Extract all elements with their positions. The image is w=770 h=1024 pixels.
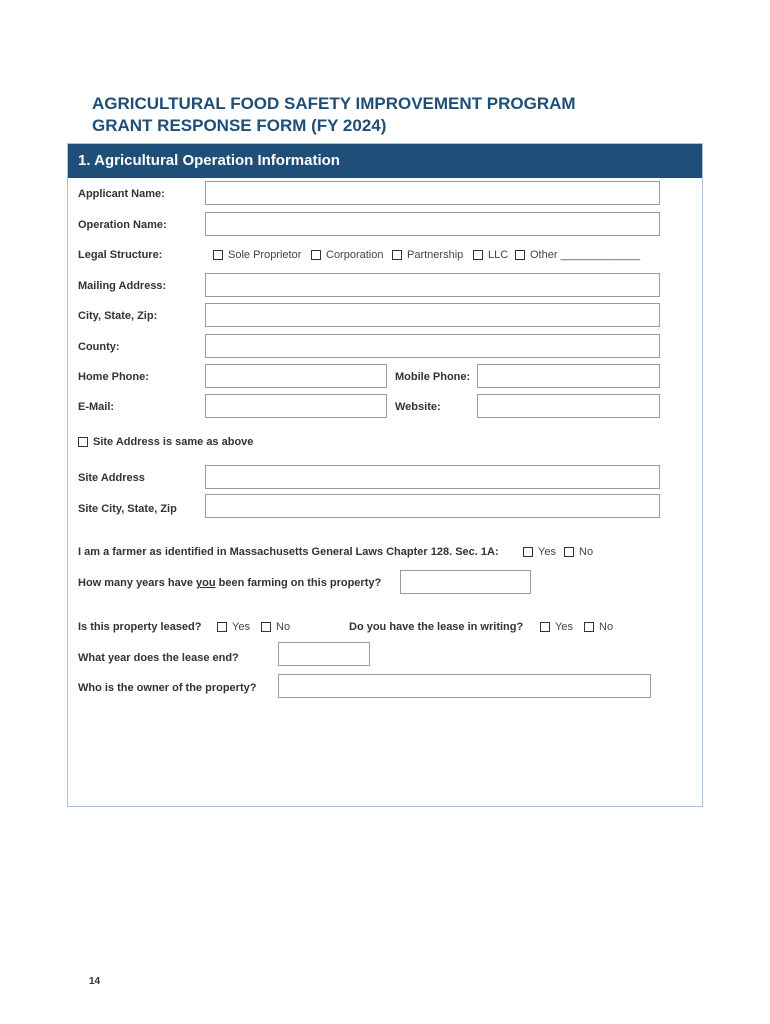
farmer-no-checkbox[interactable] xyxy=(564,547,574,557)
years-farming-label xyxy=(78,576,381,590)
applicant-name-label: Applicant Name: xyxy=(78,188,165,200)
years-farming-label-end: been farming on this property? xyxy=(215,577,382,589)
farmer-yes-checkbox[interactable] xyxy=(523,547,533,557)
legal-structure-label: Legal Structure: xyxy=(78,249,163,261)
leased-yes-option[interactable] xyxy=(217,620,250,634)
llc-label: LLC xyxy=(488,249,509,261)
leased-no-label: No xyxy=(276,621,291,633)
lease-end-field[interactable] xyxy=(278,642,370,666)
leased-no-checkbox[interactable] xyxy=(261,622,271,632)
form-title xyxy=(92,93,576,137)
home-phone-label: Home Phone: xyxy=(78,371,149,383)
farmer-yes-option[interactable] xyxy=(523,545,556,559)
applicant-name-field[interactable] xyxy=(205,181,660,205)
leased-yes-label: Yes xyxy=(232,621,250,633)
lease-writing-yes-option[interactable] xyxy=(540,620,573,634)
sole-proprietor-label: Sole Proprietor xyxy=(228,249,302,261)
email-field[interactable] xyxy=(205,394,387,418)
llc-checkbox[interactable] xyxy=(473,250,483,260)
sole-proprietor-checkbox[interactable] xyxy=(213,250,223,260)
lease-writing-yes-label: Yes xyxy=(555,621,573,633)
site-city-state-zip-label: Site City, State, Zip xyxy=(78,503,177,515)
partnership-checkbox[interactable] xyxy=(392,250,402,260)
site-same-checkbox[interactable] xyxy=(78,437,88,447)
years-farming-label-you: you xyxy=(196,577,216,589)
form-title-line-2: GRANT RESPONSE FORM (FY 2024) xyxy=(92,116,387,135)
website-field[interactable] xyxy=(477,394,660,418)
mobile-phone-field[interactable] xyxy=(477,364,660,388)
farmer-yes-label: Yes xyxy=(538,546,556,558)
home-phone-field[interactable] xyxy=(205,364,387,388)
city-state-zip-label: City, State, Zip: xyxy=(78,310,158,322)
corporation-checkbox[interactable] xyxy=(311,250,321,260)
operation-name-label: Operation Name: xyxy=(78,219,167,231)
website-label: Website: xyxy=(395,401,441,413)
operation-name-field[interactable] xyxy=(205,212,660,236)
years-farming-label-start: How many years have xyxy=(78,577,197,589)
lease-writing-yes-checkbox[interactable] xyxy=(540,622,550,632)
legal-structure-corporation[interactable] xyxy=(311,248,383,262)
site-address-field[interactable] xyxy=(205,465,660,489)
site-same-as-above[interactable] xyxy=(78,435,253,449)
site-same-label: Site Address is same as above xyxy=(93,436,254,448)
lease-writing-no-checkbox[interactable] xyxy=(584,622,594,632)
form-title-line-1: AGRICULTURAL FOOD SAFETY IMPROVEMENT PROGRAM xyxy=(92,94,576,113)
property-owner-field[interactable] xyxy=(278,674,651,698)
farmer-statement-label: I am a farmer as identified in Massachusetts General Laws Chapter 128. Sec. 1A: xyxy=(78,546,499,558)
other-label: Other _____________ xyxy=(530,249,641,261)
county-label: County: xyxy=(78,341,120,353)
lease-writing-no-option[interactable] xyxy=(584,620,613,634)
section-header: 1. Agricultural Operation Information xyxy=(68,144,702,178)
farmer-no-option[interactable] xyxy=(564,545,593,559)
property-owner-label: Who is the owner of the property? xyxy=(78,682,257,694)
legal-structure-sole-proprietor[interactable] xyxy=(213,248,301,262)
mailing-address-label: Mailing Address: xyxy=(78,280,167,292)
corporation-label: Corporation xyxy=(326,249,384,261)
city-state-zip-field[interactable] xyxy=(205,303,660,327)
mobile-phone-label: Mobile Phone: xyxy=(395,371,471,383)
other-checkbox[interactable] xyxy=(515,250,525,260)
lease-in-writing-label: Do you have the lease in writing? xyxy=(349,621,524,633)
legal-structure-other[interactable] xyxy=(515,248,640,262)
lease-end-label: What year does the lease end? xyxy=(78,652,239,664)
farmer-no-label: No xyxy=(579,546,594,558)
legal-structure-partnership[interactable] xyxy=(392,248,463,262)
leased-no-option[interactable] xyxy=(261,620,290,634)
legal-structure-llc[interactable] xyxy=(473,248,508,262)
leased-yes-checkbox[interactable] xyxy=(217,622,227,632)
page-number: 14 xyxy=(89,976,101,987)
email-label: E-Mail: xyxy=(78,401,115,413)
partnership-label: Partnership xyxy=(407,249,464,261)
county-field[interactable] xyxy=(205,334,660,358)
property-leased-label: Is this property leased? xyxy=(78,621,202,633)
agricultural-operation-section xyxy=(67,143,703,807)
lease-writing-no-label: No xyxy=(599,621,614,633)
years-farming-field[interactable] xyxy=(400,570,531,594)
site-address-label: Site Address xyxy=(78,472,145,484)
site-city-state-zip-field[interactable] xyxy=(205,494,660,518)
mailing-address-field[interactable] xyxy=(205,273,660,297)
